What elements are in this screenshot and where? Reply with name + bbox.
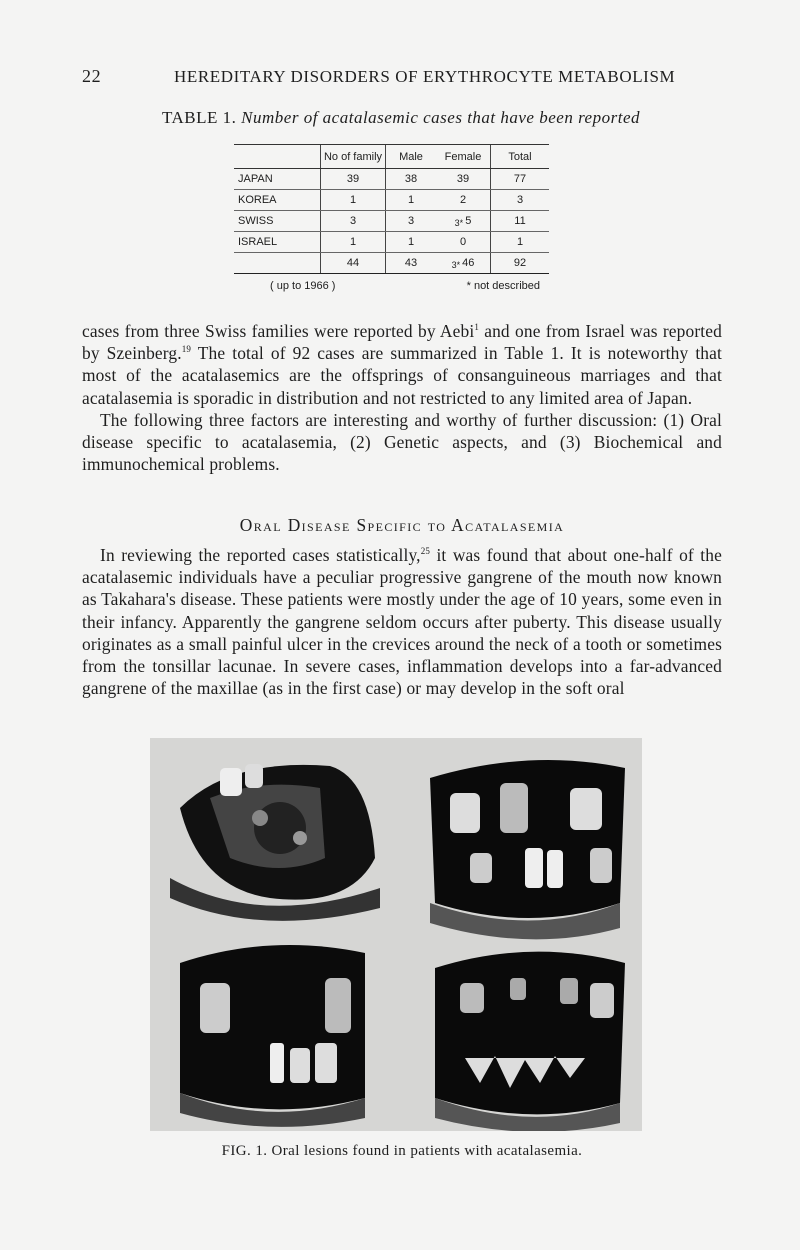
photo-panel-4 <box>435 952 625 1131</box>
not-described-prefix: 3* <box>454 217 464 228</box>
acatalasemia-cases-table <box>234 144 549 274</box>
cell-family: 1 <box>321 232 386 253</box>
figure-caption: FIG. 1. Oral lesions found in patients with acatalasemia. <box>221 1143 583 1159</box>
row-label: KOREA <box>234 190 321 211</box>
table-caption-label: TABLE 1. <box>162 108 237 127</box>
cell-total: 1 <box>491 232 550 253</box>
reference-superscript: 19 <box>181 344 192 355</box>
text-run: and one from Israel was reported by Szeinberg. <box>82 321 722 364</box>
text-run: The total of 92 cases are summarized in Table 1. It is noteworthy that most of the acatalasemics are the offsprings of consanguineous marriages and that acatalasemia is sporadic in distribution and not restricted to any limited area of Japan. <box>82 343 722 408</box>
running-head: HEREDITARY DISORDERS OF ERYTHROCYTE METABOLISM <box>174 67 676 86</box>
table-row <box>234 232 549 253</box>
table-caption <box>162 108 722 128</box>
body-text-section <box>82 544 722 699</box>
oral-lesions-photograph <box>150 738 642 1131</box>
text-run: it was found that about one-half of the acatalasemic individuals have a peculiar progressive gangrene of the mouth now known as Takahara's disease. These patients were mostly under the age of 10 years, some even in their infancy. Apparently the gangrene seldom occurs after puberty. This disease usually originates as a small painful ulcer in the crevices around the neck of a tooth or sometimes from the tonsillar lacunae. In severe cases, inflammation develops into a far-advanced gangrene of the maxillae (as in the first case) or may develop in the soft oral <box>82 545 722 699</box>
reference-superscript: 1 <box>474 322 479 333</box>
table-row <box>234 190 549 211</box>
table-row <box>234 211 549 232</box>
cell-female: 2 <box>436 190 491 211</box>
not-described-prefix: 3* <box>451 259 461 270</box>
table-note-asterisk: * not described <box>466 280 540 292</box>
cell-female <box>436 211 491 232</box>
header-female: Female <box>436 145 491 169</box>
table-row <box>234 169 549 190</box>
cell-male: 1 <box>386 190 437 211</box>
body-text-top <box>82 320 722 475</box>
header-male: Male <box>386 145 437 169</box>
total-total: 92 <box>491 253 550 274</box>
text-run: cases from three Swiss families were reported by Aebi <box>82 321 475 341</box>
paragraph <box>82 320 722 409</box>
section-heading: Oral Disease Specific to Acatalasemia <box>239 515 565 535</box>
row-label: JAPAN <box>234 169 321 190</box>
header-family: No of family <box>321 145 386 169</box>
text-run: In reviewing the reported cases statistically, <box>100 545 421 565</box>
photo-panel-3 <box>180 945 365 1127</box>
cell-family: 39 <box>321 169 386 190</box>
total-male: 43 <box>386 253 437 274</box>
cell-family: 3 <box>321 211 386 232</box>
cell-family: 1 <box>321 190 386 211</box>
row-label: SWISS <box>234 211 321 232</box>
cell-female: 0 <box>436 232 491 253</box>
table-note-period: ( up to 1966 ) <box>270 280 336 292</box>
table-caption-title: Number of acatalasemic cases that have been reported <box>241 108 640 127</box>
row-label-blank <box>234 253 321 274</box>
cell-male: 38 <box>386 169 437 190</box>
cell-male: 1 <box>386 232 437 253</box>
total-female-value: 46 <box>462 256 475 269</box>
cell-female-value: 5 <box>465 214 472 227</box>
row-label: ISRAEL <box>234 232 321 253</box>
page-number: 22 <box>82 66 102 86</box>
header-blank <box>234 145 321 169</box>
page-header <box>82 66 722 87</box>
total-female <box>436 253 491 274</box>
total-family: 44 <box>321 253 386 274</box>
cell-total: 77 <box>491 169 550 190</box>
cell-male: 3 <box>386 211 437 232</box>
header-total: Total <box>491 145 550 169</box>
cell-total: 11 <box>491 211 550 232</box>
cell-female: 39 <box>436 169 491 190</box>
table-header-row <box>234 145 549 169</box>
photo-panel-2 <box>430 760 625 939</box>
table-notes <box>270 280 540 292</box>
cell-total: 3 <box>491 190 550 211</box>
reference-superscript: 25 <box>420 546 430 557</box>
table-total-row <box>234 253 549 274</box>
paragraph <box>82 544 722 699</box>
photo-collage <box>150 738 642 1131</box>
paragraph: The following three factors are interesting and worthy of further discussion: (1) Oral disease specific to acatalasemia, (2) Genetic aspects, and (3) Biochemical and immunochemical problems. <box>82 409 722 475</box>
